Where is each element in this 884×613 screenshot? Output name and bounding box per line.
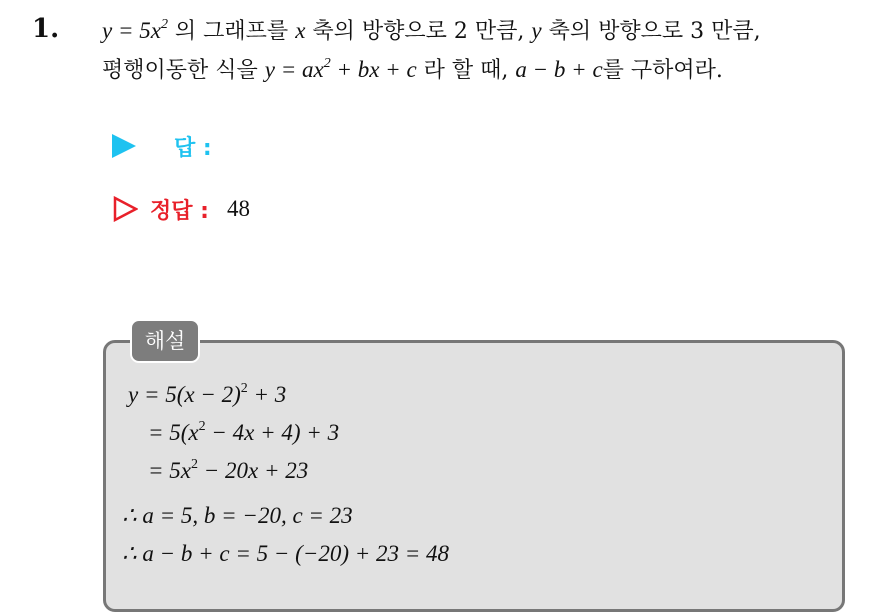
question-text: 라 할 때,: [416, 58, 516, 83]
expression: a − b + c: [515, 57, 603, 82]
outline-play-triangle-icon: [112, 196, 138, 222]
explanation-line-4: ∴ a = 5, b = −20, c = 23: [122, 503, 353, 528]
question-text: 축의 방향으로 2 만큼,: [305, 19, 532, 44]
explanation-tag: 해설: [130, 319, 200, 363]
explanation-line-2: = $5(x^2 - 4x + 4) + 3$: [148, 419, 340, 445]
explanation-line-5: ∴ a − b + c = 5 − (−20) + 23 = 48: [122, 541, 450, 566]
explanation-line-3: = $5x^2 - 20x + 23$: [148, 457, 309, 483]
question-text: 를 구하여라.: [602, 58, 723, 83]
solution-value: 48: [226, 196, 250, 221]
question-line-2: [102, 55, 723, 86]
solution-label: 정답 :: [150, 198, 209, 224]
question-text: 평행이동한 식을: [102, 58, 265, 83]
solid-play-triangle-icon: [112, 134, 136, 158]
equation-given: $y = 5x^2$: [102, 17, 168, 43]
solution-row: [112, 192, 250, 226]
explanation-line-1: $y = 5(x - 2)^2 + 3$: [128, 381, 287, 407]
question-text: 축의 방향으로 3 만큼,: [541, 19, 761, 44]
question-line-1: [102, 16, 761, 47]
answer-row: [112, 130, 212, 162]
answer-label: 답 :: [174, 135, 212, 161]
var-y: y: [531, 18, 542, 43]
var-x: x: [295, 18, 306, 43]
equation-target: $y = ax^2$ + bx + c: [264, 56, 417, 82]
question-number: 1.: [32, 14, 60, 44]
question-text: 의 그래프를: [167, 19, 296, 44]
